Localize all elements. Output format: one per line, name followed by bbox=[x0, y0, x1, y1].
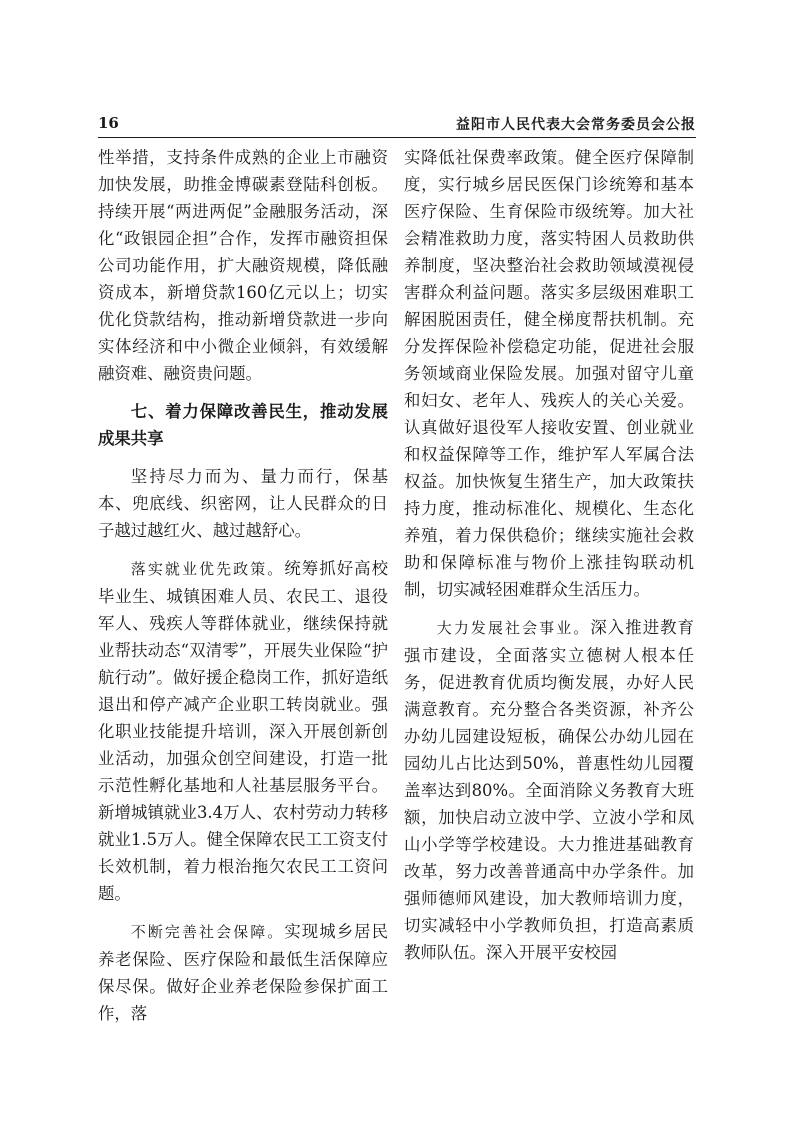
paragraph-social-undertakings bbox=[404, 614, 694, 966]
section-heading: 七、着力保障改善民生，推动发展成果共享 bbox=[98, 402, 388, 448]
paragraph-lead: 不断完善社会保障。 bbox=[130, 923, 285, 941]
paragraph-body: 深入推进教育强市建设，全面落实立德树人根本任务，促进教育优质均衡发展，办好人民满意教育。充分整合各类资源，补齐公办幼儿园建设短板，确保公办幼儿园在园幼儿占比达到50%，普惠性幼儿园覆盖率达到80%。全面消除义务教育大班额，加快启动立波中学、立波小学和凤山小学等学校建设。大力推进基础教育改革，努力改善普通高中办学条件。加强师德师风建设，加大教师培训力度，切实减轻中小学教师负担，打造高素质教师队伍。深入开展平安校园 bbox=[404, 618, 694, 962]
left-column bbox=[98, 144, 388, 1038]
page-number: 16 bbox=[98, 114, 119, 132]
paragraph-lead: 落实就业优先政策。 bbox=[130, 560, 285, 578]
paragraph-body: 统筹抓好高校毕业生、城镇困难人员、农民工、退役军人、残疾人等群体就业，继续保持就业帮扶动态“双清零”，开展失业保险“护航行动”。做好援企稳岗工作，抓好造纸退出和停产减产企业职工转岗就业。强化职业技能提升培训，深入开展创新创业活动，加强众创空间建设，打造一批示范性孵化基地和人社基层服务平台。新增城镇就业3.4万人、农村劳动力转移就业1.5万人。健全保障农民工工资支付长效机制，着力根治拖欠农民工工资问题。 bbox=[98, 559, 388, 903]
journal-title: 益阳市人民代表大会常务委员会公报 bbox=[456, 117, 696, 133]
paragraph-employment bbox=[98, 555, 388, 907]
right-column bbox=[404, 144, 694, 977]
paragraph-finance: 性举措，支持条件成熟的企业上市融资加快发展，助推金博碳素登陆科创板。持续开展“两进两促”金融服务活动，深化“政银园企担”合作，发挥市融资担保公司功能作用，扩大融资规模，降低融资成本，新增贷款160亿元以上；切实优化贷款结构，推动新增贷款进一步向实体经济和中小微企业倾斜，有效缓解融资难、融资贵问题。 bbox=[98, 148, 388, 383]
page-header bbox=[98, 112, 696, 134]
paragraph-welfare: 实降低社保费率政策。健全医疗保障制度，实行城乡居民医保门诊统筹和基本医疗保险、生育保险市级统筹。加大社会精准救助力度，落实特困人员救助供养制度，坚决整治社会救助领域漠视侵害群众利益问题。落实多层级困难职工解困脱困责任，健全梯度帮扶机制。充分发挥保险补偿稳定功能，促进社会服务领域商业保险发展。加强对留守儿童和妇女、老年人、残疾人的关心关爱。认真做好退役军人接收安置、创业就业和权益保障等工作，维护军人军属合法权益。加快恢复生猪生产，加大政策扶持力度，推动标准化、规模化、生态化养殖，着力保供稳价；继续实施社会救助和保障标准与物价上涨挂钩联动机制，切实减轻困难群众生活压力。 bbox=[404, 148, 694, 599]
paragraph-intro: 坚持尽力而为、量力而行，保基本、兜底线、织密网，让人民群众的日子越过越红火、越过越舒心。 bbox=[98, 467, 388, 540]
header-rule bbox=[98, 137, 696, 138]
paragraph-lead: 大力发展社会事业。 bbox=[436, 619, 591, 637]
paragraph-social-security bbox=[98, 918, 388, 1027]
paragraph-body: 实现城乡居民养老保险、医疗保险和最低生活保障应保尽保。做好企业养老保险参保扩面工作，落 bbox=[98, 922, 388, 1023]
